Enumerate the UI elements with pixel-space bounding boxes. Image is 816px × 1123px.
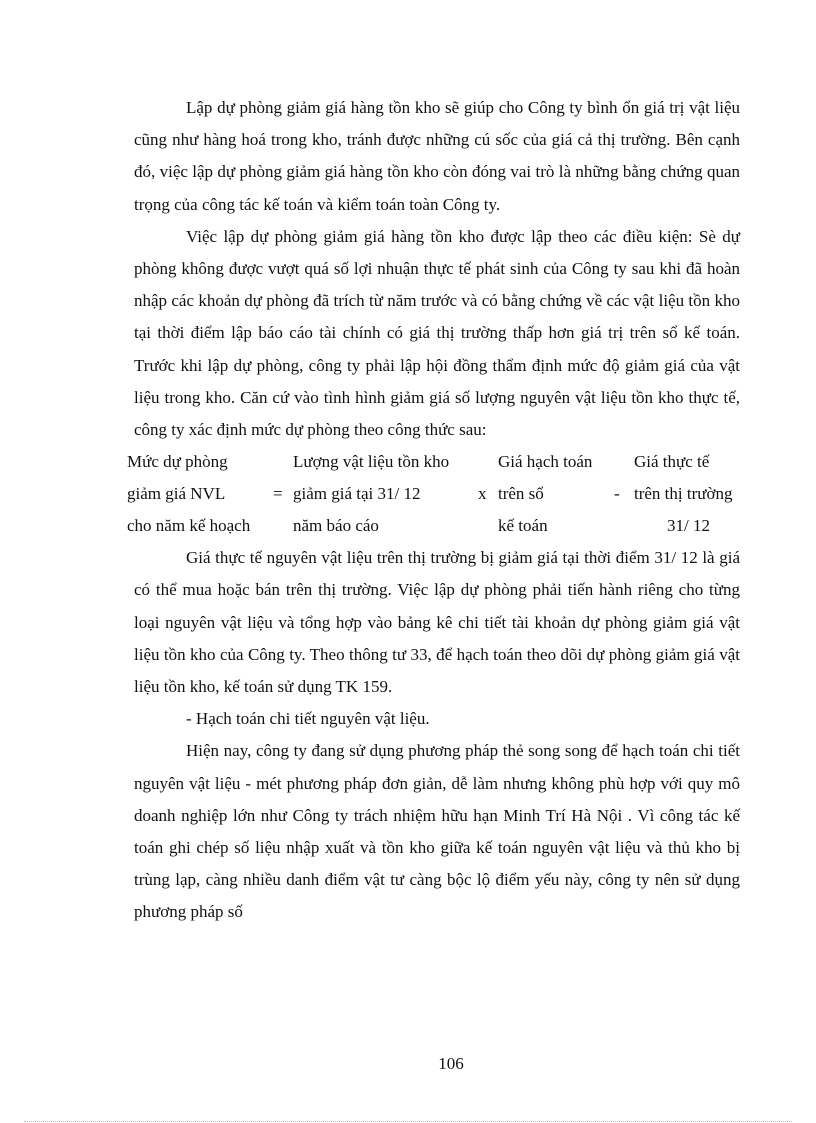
formula-minus-sign: - [614,484,620,504]
formula-quantity-line-1: Lượng vật liệu tồn kho [293,452,450,472]
page-bottom-divider [24,1121,792,1122]
paragraph-market-price: Giá thực tế nguyên vật liệu trên thị trường bị giảm giá tại thời điểm 31/ 12 là giá có thể mua hoặc bán trên thị trường. Việc lập dự phòng phải tiến hành riêng cho từng loại nguyên vật liệu và tổng hợp vào bảng kê chi tiết tài khoản dự phòng giảm giá vật liệu tồn kho của Công ty. Theo thông tư 33, để hạch toán theo dõi dự phòng giảm giá vật liệu tồn kho, kế toán sử dụng TK 159. [134,548,740,697]
formula-quantity-line-3: năm báo cáo [293,516,379,536]
formula-book-price-line-2: trên sổ [498,484,544,504]
paragraph-parallel-card-method: Hiện nay, công ty đang sử dụng phương pháp thẻ song song để hạch toán chi tiết nguyên vật liệu - mét phương pháp đơn giản, dễ làm nhưng không phù hợp với quy mô doanh nghiệp lớn như Công ty trách nhiệm hữu hạn Minh Trí Hà Nội . Vì công tác kế toán ghi chép số liệu nhập xuất và tồn kho giữa kế toán nguyên vật liệu và thủ kho bị trùng lạp, càng nhiều danh điểm vật tư càng bộc lộ điểm yếu này, công ty nên sử dụng phương pháp số [134,741,740,922]
paragraph-provision-conditions: Việc lập dự phòng giảm giá hàng tồn kho được lập theo các điều kiện: Sè dự phòng không được vượt quá số lợi nhuận thực tế phát sinh của Công ty sau khi đã hoàn nhập các khoản dự phòng đã trích từ năm trước và có bằng chứng về các vật liệu tồn kho tại thời điểm lập báo cáo tài chính có giá thị trường thấp hơn giá trị trên sổ kế toán. Trước khi lập dự phòng, công ty phải lập hội đồng thẩm định mức độ giảm giá của vật liệu trong kho. Căn cứ vào tình hình giảm giá số lượng nguyên vật liệu tồn kho thực tế, công ty xác định mức dự phòng theo công thức sau: [134,226,740,440]
document-body [127,92,740,929]
formula-quantity-line-2: giảm giá tại 31/ 12 [293,484,421,504]
formula-book-price-line-1: Giá hạch toán [498,452,593,472]
formula-market-price-line-1: Giá thực tế [634,452,710,472]
provision-formula [127,446,740,542]
formula-lhs-line-3: cho năm kế hoạch [127,516,251,536]
formula-lhs-line-1: Mức dự phòng [127,452,228,472]
paragraph-provision-purpose: Lập dự phòng giảm giá hàng tồn kho sẽ giúp cho Công ty bình ổn giá trị vật liệu cũng như hàng hoá trong kho, tránh được những cú sốc của giá cả thị trường. Bên cạnh đó, việc lập dự phòng giảm giá hàng tồn kho còn đóng vai trò là những bằng chứng quan trọng của công tác kế toán và kiểm toán toàn Công ty. [134,98,740,214]
formula-book-price-line-3: kế toán [498,516,548,536]
formula-equals-sign: = [273,484,283,504]
formula-market-price-line-2: trên thị trường [634,484,733,504]
formula-lhs-line-2: giảm giá NVL [127,484,226,504]
formula-times-sign: x [478,484,487,504]
page-number: 106 [438,1054,464,1073]
paragraph-detail-heading: - Hạch toán chi tiết nguyên vật liệu. [186,709,430,729]
formula-market-price-line-3: 31/ 12 [667,516,710,536]
